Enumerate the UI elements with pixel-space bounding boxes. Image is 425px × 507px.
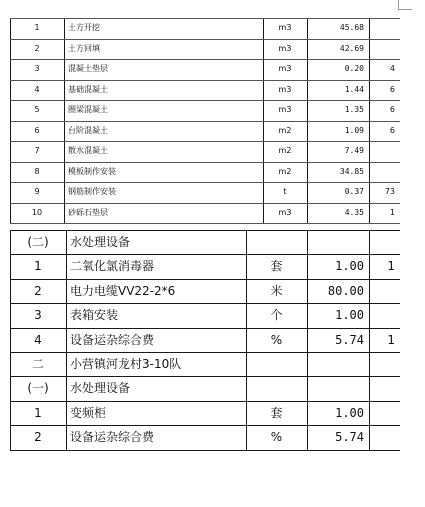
lower-table-cell-unit: 米 bbox=[270, 283, 283, 298]
upper-table-cell-qty: 45.68 bbox=[339, 23, 364, 32]
lower-table-cell-name: 二氧化氯消毒器 bbox=[70, 259, 155, 274]
upper-table-cell-extra bbox=[369, 39, 395, 60]
upper-table-cell-no: 3 bbox=[34, 64, 40, 73]
upper-table-cell-extra: 6 bbox=[389, 125, 395, 135]
upper-table-cell-no: 1 bbox=[34, 23, 40, 32]
upper-table-cell-name: 基础混凝土 bbox=[68, 84, 108, 94]
lower-table-cell-unit: % bbox=[270, 332, 283, 347]
upper-table-cell-name: 钢筋制作安装 bbox=[68, 187, 116, 196]
lower-table-cell-no: 二 bbox=[31, 357, 44, 371]
upper-table-cell-no: 9 bbox=[34, 187, 40, 196]
upper-table-cell-extra bbox=[369, 141, 395, 162]
upper-table-cell-extra: 4 bbox=[389, 64, 395, 73]
upper-table-cell-unit: m3 bbox=[278, 64, 292, 73]
upper-table-cell-qty: 1.44 bbox=[344, 84, 364, 94]
lower-table-cell-name: 设备运杂综合费 bbox=[70, 430, 155, 445]
upper-table-cell-no: 7 bbox=[34, 146, 40, 155]
lower-table-cell-no: 2 bbox=[34, 283, 42, 298]
lower-table-cell-name: 设备运杂综合费 bbox=[70, 332, 155, 347]
upper-table-cell-unit: m3 bbox=[278, 23, 292, 32]
lower-table-cell-qty: 5.74 bbox=[335, 430, 364, 445]
lower-table-cell-no: 1 bbox=[34, 259, 42, 274]
lower-table-cell-no: 2 bbox=[34, 430, 42, 445]
upper-table-cell-name: 土方开挖 bbox=[68, 23, 100, 32]
lower-table-column-line bbox=[66, 230, 67, 450]
upper-table-cell-qty: 1.09 bbox=[344, 125, 364, 135]
lower-table-cell-extra: 1 bbox=[387, 332, 395, 347]
lower-table-cell-unit: % bbox=[270, 430, 283, 445]
lower-table-cell-unit bbox=[246, 352, 307, 376]
lower-table-cell-extra bbox=[369, 352, 395, 376]
lower-table-cell-qty bbox=[307, 352, 364, 376]
lower-table-cell-extra bbox=[369, 425, 395, 449]
lower-table-cell-extra bbox=[369, 401, 395, 425]
upper-table-cell-qty: 34.85 bbox=[339, 166, 364, 176]
upper-table-cell-unit: m2 bbox=[278, 166, 292, 176]
lower-table-cell-qty: 1.00 bbox=[335, 259, 364, 274]
lower-table-cell-name: 小营镇河龙村3-10队 bbox=[70, 357, 182, 371]
upper-table-cell-name: 土方回填 bbox=[68, 43, 100, 53]
upper-table-cell-qty: 0.20 bbox=[344, 64, 364, 73]
lower-table-cell-name: 表箱安装 bbox=[70, 308, 119, 323]
upper-table-cell-no: 4 bbox=[34, 84, 40, 94]
lower-table-cell-qty: 1.00 bbox=[335, 405, 364, 420]
lower-table-cell-qty bbox=[307, 376, 364, 400]
upper-table-cell-unit: m3 bbox=[278, 84, 292, 94]
lower-table-cell-extra bbox=[369, 230, 395, 254]
page-corner-mark bbox=[398, 9, 412, 10]
lower-table-cell-no: (二) bbox=[27, 235, 49, 249]
upper-table-cell-name: 台阶混凝土 bbox=[68, 125, 108, 135]
lower-table-cell-unit bbox=[246, 230, 307, 254]
lower-table-cell-no: 4 bbox=[34, 332, 42, 347]
lower-table-cell-name: 水处理设备 bbox=[70, 235, 131, 249]
lower-table-cell-unit: 个 bbox=[270, 308, 283, 323]
lower-table-cell-no: (一) bbox=[27, 381, 49, 396]
upper-table-cell-name: 混凝土垫层 bbox=[68, 64, 108, 73]
lower-table-cell-extra bbox=[369, 303, 395, 327]
lower-table-cell-no: 1 bbox=[34, 405, 42, 420]
upper-table-cell-qty: 4.35 bbox=[344, 207, 364, 217]
lower-table-cell-qty bbox=[307, 230, 364, 254]
upper-table-cell-name: 散水混凝土 bbox=[68, 146, 108, 155]
upper-table-cell-qty: 7.49 bbox=[344, 146, 364, 155]
upper-table-cell-unit: m3 bbox=[278, 207, 292, 217]
lower-table-cell-extra bbox=[369, 376, 395, 400]
upper-table-cell-extra: 6 bbox=[389, 84, 395, 94]
upper-table-cell-qty: 1.35 bbox=[344, 105, 364, 114]
lower-table-cell-no: 3 bbox=[34, 308, 42, 323]
lower-table-cell-unit: 套 bbox=[270, 405, 283, 420]
upper-table-cell-unit: m2 bbox=[278, 125, 292, 135]
upper-table-cell-extra: 73 bbox=[384, 187, 395, 196]
lower-table-cell-qty: 80.00 bbox=[327, 283, 364, 298]
page-corner-mark bbox=[398, 0, 399, 9]
lower-table-cell-unit: 套 bbox=[270, 259, 283, 274]
upper-table-cell-no: 5 bbox=[34, 105, 40, 114]
upper-table-row-line bbox=[10, 223, 400, 224]
lower-table-row-line bbox=[10, 450, 400, 451]
lower-table-cell-qty: 5.74 bbox=[335, 332, 364, 347]
lower-table-cell-extra bbox=[369, 279, 395, 303]
lower-table-cell-name: 水处理设备 bbox=[70, 381, 131, 396]
lower-table-cell-extra: 1 bbox=[387, 259, 395, 274]
upper-table-cell-unit: m2 bbox=[278, 146, 292, 155]
upper-table-cell-name: 模板制作安装 bbox=[68, 166, 116, 176]
upper-table-cell-extra bbox=[369, 18, 395, 39]
lower-table-cell-unit bbox=[246, 376, 307, 400]
upper-table-cell-unit: m3 bbox=[278, 43, 292, 53]
upper-table-cell-unit: t bbox=[283, 187, 287, 196]
upper-table-cell-no: 10 bbox=[31, 207, 43, 217]
upper-table-cell-unit: m3 bbox=[278, 105, 292, 114]
upper-table-cell-extra bbox=[369, 162, 395, 183]
lower-table-cell-qty: 1.00 bbox=[335, 308, 364, 323]
upper-table-cell-extra: 1 bbox=[389, 207, 395, 217]
lower-table-cell-name: 变频柜 bbox=[70, 405, 107, 420]
upper-table-cell-name: 圈梁混凝土 bbox=[68, 105, 108, 114]
upper-table-cell-qty: 0.37 bbox=[344, 187, 364, 196]
upper-table-cell-name: 砂砾石垫层 bbox=[68, 207, 108, 217]
upper-table-cell-no: 2 bbox=[34, 43, 40, 53]
upper-table-cell-extra: 6 bbox=[389, 105, 395, 114]
upper-table-cell-no: 6 bbox=[34, 125, 40, 135]
upper-table-cell-no: 8 bbox=[34, 166, 40, 176]
lower-table-cell-name: 电力电缆VV22-2*6 bbox=[70, 283, 176, 298]
upper-table-cell-qty: 42.69 bbox=[339, 43, 364, 53]
